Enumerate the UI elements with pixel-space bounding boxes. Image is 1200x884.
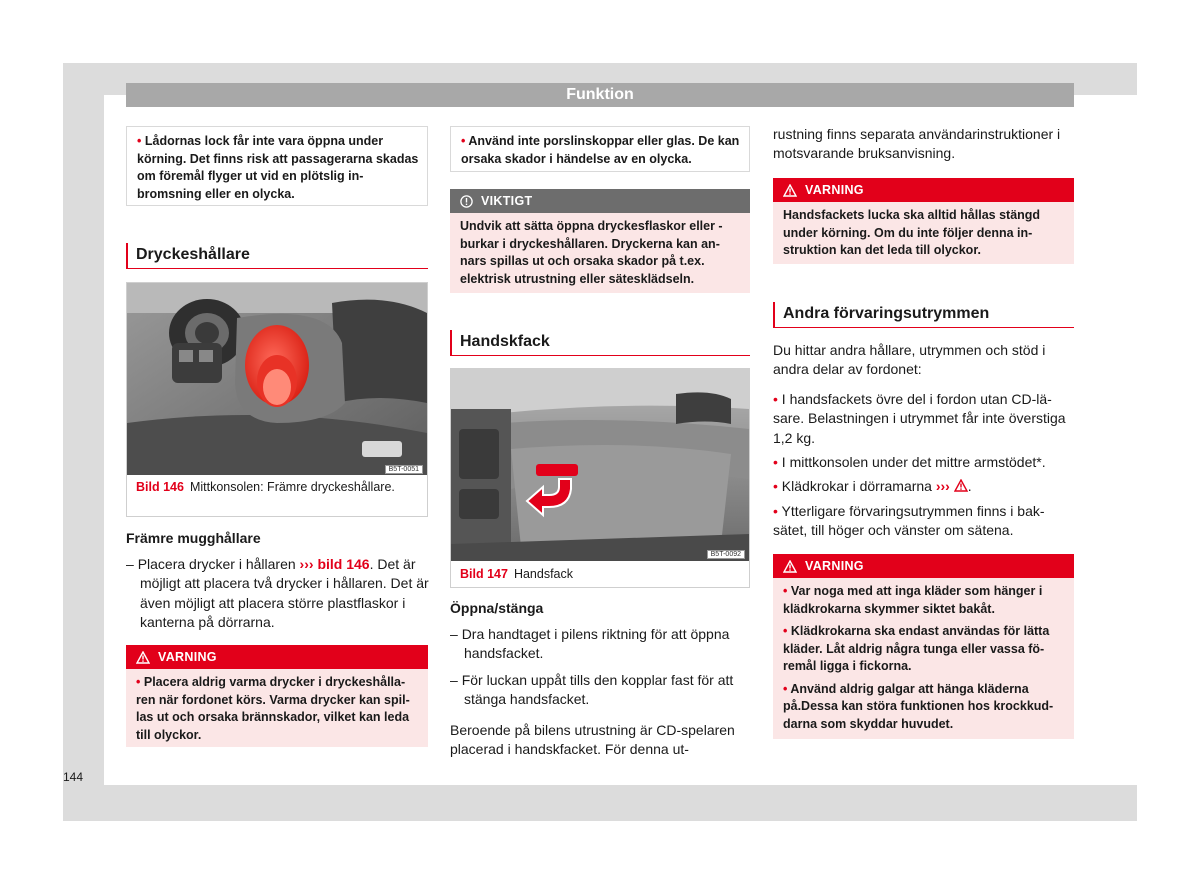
warning-header: VARNING	[773, 554, 1074, 578]
warning-item: • Använd aldrig galgar att hänga kläderna på.Dessa kan störa funktionen hos krockkuddarna som skyddar huvudet.	[783, 681, 1054, 731]
subheading-open-close: Öppna/stänga	[450, 600, 544, 616]
notice-header: VIKTIGT	[450, 189, 750, 213]
figure-147	[450, 368, 750, 588]
note-box-porcelain	[450, 126, 750, 172]
step-place-drinks: – Placera drycker i hållaren ››› bild 146. Det är möjligt att placera två drycker i hållaren. Det är även möjligt att placera större plastflaskor i kanterna på dörrarna.	[126, 556, 429, 630]
note-box-lids	[126, 126, 428, 206]
figure-caption: Bild 147 Handsfack	[460, 567, 573, 581]
list-item: • I mittkonsolen under det mittre armstödet*.	[773, 454, 1046, 470]
warning-text: • Placera aldrig varma drycker i dryckeshållaren när fordonet körs. Varma drycker kan spillas ut och orsaka brännskador, vilket kan leda till olyckor.	[136, 675, 410, 742]
step-open: – Dra handtaget i pilens riktning för att öppna handsfacket.	[450, 626, 730, 662]
chapter-banner	[126, 83, 1074, 107]
paragraph-other-storage-intro: Du hittar andra hållare, utrymmen och stöd i andra delar av fordonet:	[773, 342, 1046, 378]
step-close: – För luckan uppåt tills den kopplar fast för att stänga handsfacket.	[450, 672, 734, 708]
warning-triangle-icon	[136, 651, 150, 664]
paragraph-cd-player-cont: rustning finns separata användarinstruktioner i motsvarande bruksanvisning.	[773, 126, 1061, 162]
notice-text: Undvik att sätta öppna dryckesflaskor eller -burkar i dryckeshållaren. Dryckerna kan annars spillas ut och orsaka skador på t.ex. elektrisk utrustning eller sätesklädseln.	[460, 219, 723, 286]
warning-item: • Klädkrokarna ska endast användas för lätta kläder. Låt aldrig några tunga eller vassa föremål ligga i fickorna.	[783, 624, 1050, 673]
chapter-title: Funktion	[566, 86, 634, 103]
warning-box-hot-drinks	[126, 645, 428, 747]
figure-146	[126, 282, 428, 517]
photo-glovebox	[451, 369, 749, 561]
note-item: • Använd inte porslinskoppar eller glas. De kan orsaka skador i händelse av en olycka.	[461, 134, 740, 166]
notice-box-viktigt	[450, 189, 750, 293]
warning-triangle-icon	[783, 184, 797, 197]
photo-center-console	[127, 283, 427, 475]
warning-header: VARNING	[126, 645, 428, 669]
figure-code: B5T-0051	[385, 465, 423, 474]
list-item: • Ytterligare förvaringsutrymmen finns i baksätet, till höger och vänster om sätena.	[773, 503, 1045, 539]
warning-box-clothes-hooks	[773, 554, 1074, 739]
glovebox-illustration	[451, 369, 749, 561]
cupholder-illustration	[127, 283, 427, 475]
warning-text: Handsfackets lucka ska alltid hållas stängd under körning. Om du inte följer denna instruktion kan det leda till olyckor.	[783, 208, 1041, 257]
list-item: • Klädkrokar i dörramarna ››› .	[773, 478, 972, 494]
warning-triangle-icon	[783, 560, 797, 573]
figure-label: Bild 147	[460, 567, 508, 581]
section-heading-glovebox: Handskfack	[450, 330, 750, 356]
warning-box-glovebox	[773, 178, 1074, 264]
note-item: • Lådornas lock får inte vara öppna under körning. Det finns risk att passagerarna skadas om föremål flyger ut vid en plötslig inbromsning eller en olycka.	[137, 134, 419, 201]
section-heading-cupholders: Dryckeshållare	[126, 243, 428, 269]
paragraph-cd-player: Beroende på bilens utrustning är CD-spelaren placerad i handskfacket. För denna ut-	[450, 722, 735, 758]
info-circle-icon	[460, 195, 473, 208]
warning-text	[773, 578, 1074, 739]
warning-reference-icon[interactable]	[954, 479, 968, 492]
figure-code: B5T-0092	[707, 550, 745, 559]
page-number: 144	[63, 770, 84, 784]
bullet-dot: •	[137, 134, 145, 148]
section-heading-other-storage: Andra förvaringsutrymmen	[773, 302, 1074, 328]
figure-caption: Bild 146 Mittkonsolen: Främre dryckeshållare.	[136, 480, 395, 494]
subheading-front-cupholder: Främre mugghållare	[126, 530, 261, 546]
warning-item: • Var noga med att inga kläder som hänger i klädkrokarna skymmer siktet bakåt.	[783, 584, 1043, 616]
warning-header: VARNING	[773, 178, 1074, 202]
arrows-marker: ›››	[935, 478, 950, 494]
arrows-marker: ›››	[299, 556, 314, 572]
list-item: • I handsfackets övre del i fordon utan CD-läsare. Belastningen i utrymmet får inte överstiga 1,2 kg.	[773, 391, 1066, 446]
figure-label: Bild 146	[136, 480, 184, 494]
figure-ref-link[interactable]: bild 146	[317, 556, 370, 572]
